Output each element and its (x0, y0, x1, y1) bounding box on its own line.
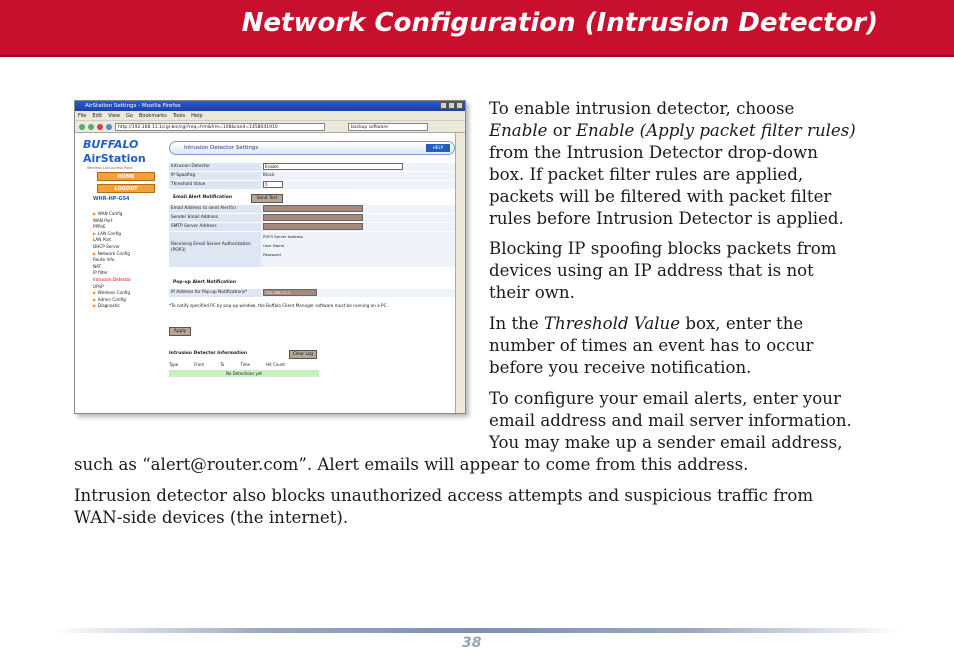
send-test-button: Send Test (251, 194, 283, 203)
home-icon (106, 124, 112, 130)
sidebar (93, 211, 159, 310)
footer-divider (52, 628, 902, 633)
menu-help: Help (191, 113, 203, 119)
spoofing-paragraph: Blocking IP spoofing blocks packets from devices using an IP address that is not their own. (489, 239, 837, 302)
sidebar-item: PPPoE (93, 224, 106, 230)
logout-button: LOGOUT (97, 184, 155, 193)
popup-note: *To notify specified PC by pop-up window, the Buffalo Client Manager software must be running on a PC. (169, 303, 388, 308)
router-page (75, 133, 455, 414)
wan-paragraph: Intrusion detector also blocks unauthorized access attempts and suspicious traffic from WAN-side devices (the internet). (74, 486, 814, 527)
scrollbar (455, 133, 465, 414)
sidebar-item: DHCP Server (93, 243, 120, 249)
router-screenshot (74, 100, 466, 414)
forward-icon (88, 124, 94, 130)
menu-tools: Tools (172, 113, 186, 119)
email-paragraph: To configure your email alerts, enter your email address and mail server information. You may make up a sender email address, (489, 389, 852, 452)
log-header: Type From To Time Hit Count (169, 362, 285, 367)
menu-bar (75, 111, 465, 121)
email-paragraph-continued: such as “alert@router.com”. Alert emails will appear to come from this address. (74, 455, 749, 474)
minimize-icon (440, 102, 447, 109)
clear-log-button: Clear Log (289, 350, 317, 359)
sidebar-item: WAN Port (93, 217, 113, 223)
page-title: Network Configuration (Intrusion Detector) (241, 8, 878, 38)
apply-button: Apply (169, 327, 191, 336)
menu-go: Go (125, 113, 133, 119)
sidebar-item: ▶ Diagnostic (93, 303, 120, 309)
home-button: HOME (97, 172, 155, 181)
stop-icon (97, 124, 103, 130)
popup-form: IP Address for Pop-up Notifications* 192.168.11.2 (169, 289, 455, 298)
maximize-icon (448, 102, 455, 109)
email-form: Email Address to send Alert(s) Sender Email Address SMTP Server Address Receiving Email Server Authorization (POP3) POP3 Server Address User Name Password (169, 205, 455, 268)
intro-paragraph: To enable intrusion detector, choose Enable or Enable (Apply packet filter rules) from the Intrusion Detector drop-down box. If packet filter rules are applied, packets will be filtered with packet filter rules before Intrusion Detector is applied. (489, 99, 856, 228)
help-button: HELP (426, 144, 450, 152)
logo-tagline: Wireless LAN Access Point (87, 166, 133, 170)
search-field: backup software (348, 123, 428, 131)
product-logo: AirStation (83, 152, 146, 165)
email-alert-section: Email Alert Notification (173, 195, 233, 200)
menu-bookmarks: Bookmarks (138, 113, 167, 119)
settings-main (169, 141, 455, 376)
log-empty: No Detections yet (169, 370, 319, 377)
threshold-input: 5 (263, 181, 283, 188)
close-icon (456, 102, 463, 109)
detector-form: Intrusion Detector Enable IP Spoofing Block Threshold Value 5 (169, 163, 455, 190)
popup-alert-section: Pop-up Alert Notification (173, 280, 237, 285)
sidebar-item: UPnP (93, 283, 104, 289)
back-icon (79, 124, 85, 130)
sidebar-item: LAN Port (93, 237, 112, 243)
sidebar-item: ▶ Wireless Config (93, 290, 130, 296)
sidebar-item: IP filter (93, 270, 108, 276)
menu-file: File (78, 113, 87, 119)
menu-view: View (108, 113, 120, 119)
brand-logo: BUFFALO (83, 138, 139, 151)
settings-title: Intrusion Detector Settings HELP (169, 141, 455, 155)
page-header (0, 0, 954, 57)
nav-toolbar (75, 121, 465, 133)
sidebar-item: ▶ Admin Config (93, 296, 126, 302)
sidebar-item-active: Intrusion Detector (93, 276, 132, 282)
window-title: AirStation Settings - Mozilla Firefox (75, 101, 465, 111)
sidebar-item: NAT (93, 263, 102, 269)
sidebar-item: Route Info (93, 257, 115, 263)
sidebar-item: ▶ LAN Config (93, 230, 121, 236)
sidebar-item: ▶ Network Config (93, 250, 130, 256)
intrusion-select: Enable (263, 163, 403, 170)
page-number: 38 (462, 635, 482, 651)
model-name: WHR-HP-G54 (93, 196, 130, 202)
menu-edit: Edit (92, 113, 103, 119)
url-field: http://192.168.11.1/cgi-bin/cgi?req=frm&frm=108&rand=1458041910 (115, 123, 325, 131)
threshold-paragraph: In the Threshold Value box, enter the number of times an event has to occur before you receive notification. (489, 314, 814, 377)
info-section: Intrusion Detector Information (169, 351, 248, 356)
window-controls (440, 102, 463, 109)
sidebar-item: ▶ WAN Config (93, 211, 123, 216)
